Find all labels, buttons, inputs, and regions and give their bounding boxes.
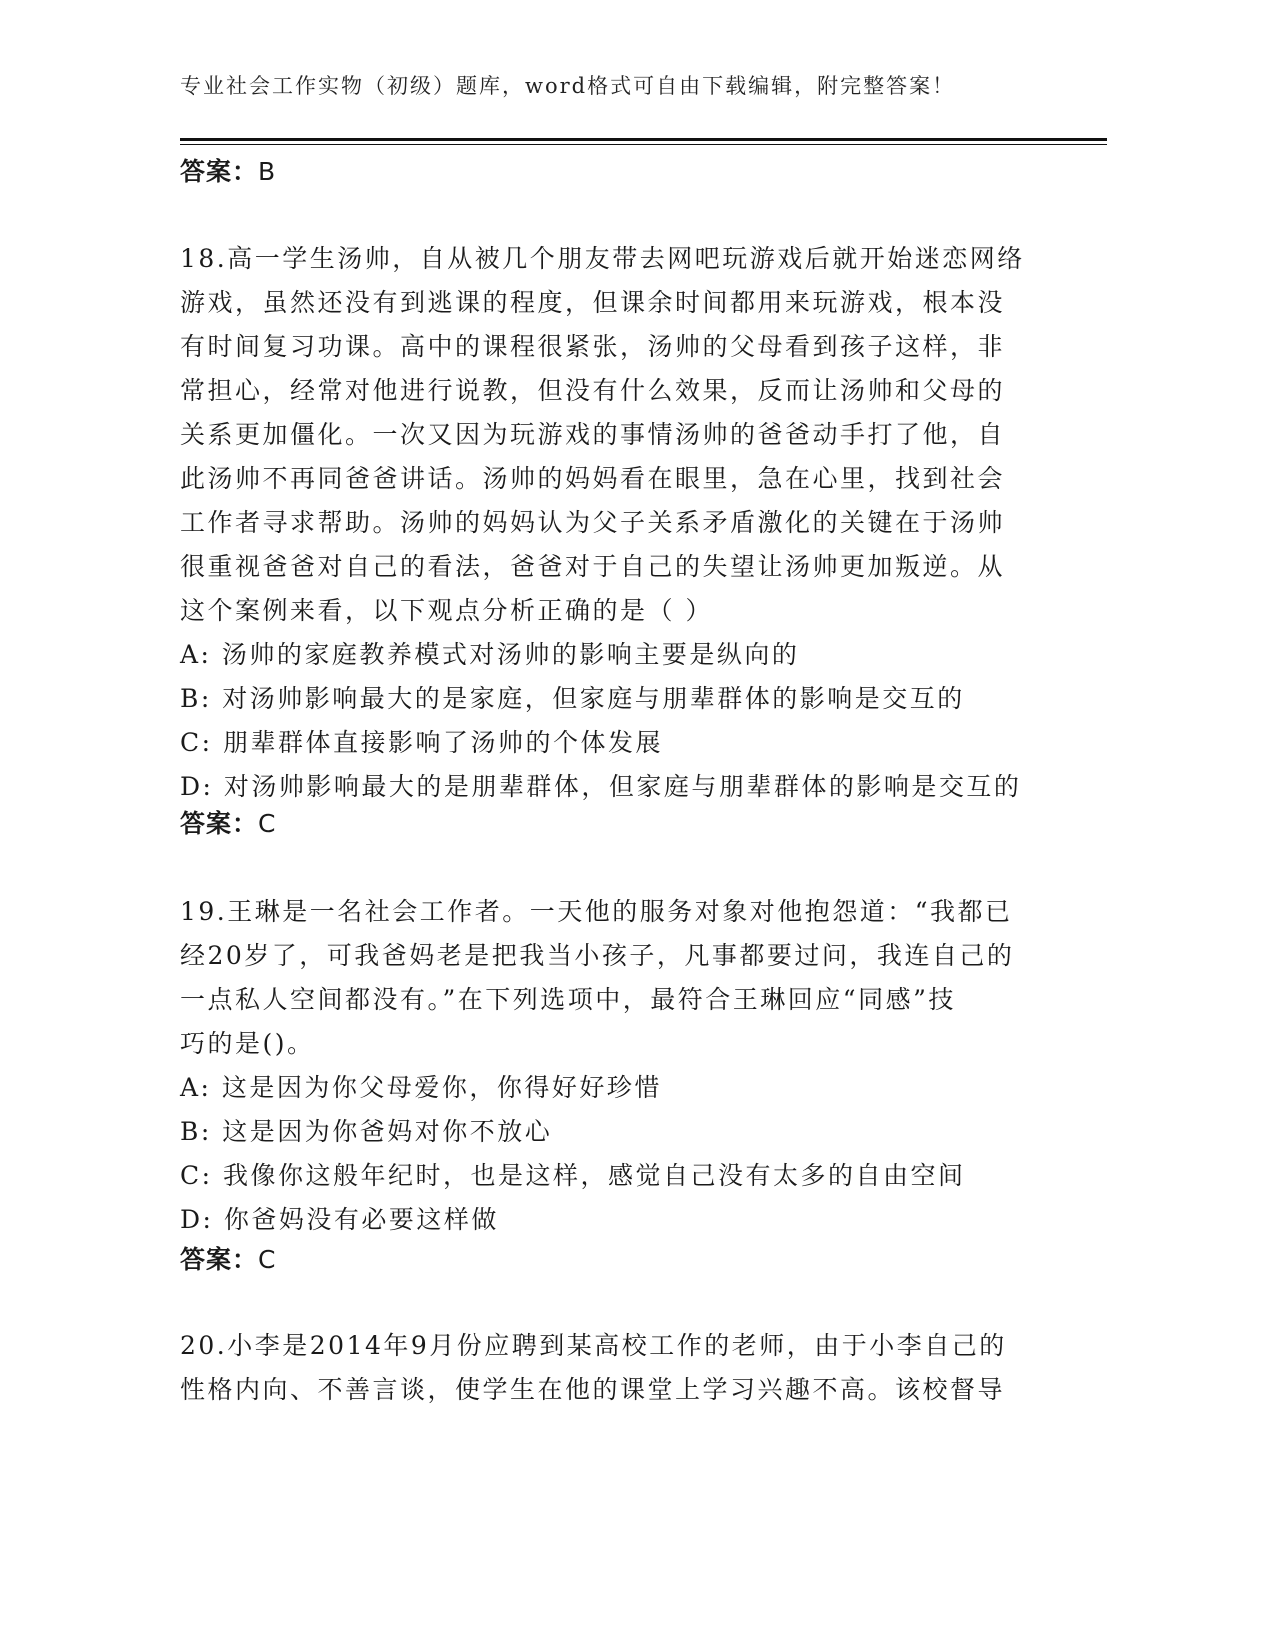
question-text-line: 20.小李是2014年9月份应聘到某高校工作的老师，由于小李自己的 bbox=[180, 1331, 1007, 1360]
question-text-line: 关系更加僵化。一次又因为玩游戏的事情汤帅的爸爸动手打了他，自 bbox=[180, 420, 1006, 449]
question-20 bbox=[180, 1324, 1040, 1412]
question-text-line: 常担心，经常对他进行说教，但没有什么效果，反而让汤帅和父母的 bbox=[180, 376, 1006, 405]
answer-label: 答案： bbox=[180, 1245, 259, 1274]
question-text-line: 19.王琳是一名社会工作者。一天他的服务对象对他抱怨道：“我都已 bbox=[180, 897, 1013, 926]
answer-value: C bbox=[258, 809, 277, 838]
question-text-line: 游戏，虽然还没有到逃课的程度，但课余时间都用来玩游戏，根本没 bbox=[180, 288, 1006, 317]
answer-label: 答案： bbox=[180, 809, 259, 838]
option-b: B: 这是因为你爸妈对你不放心 bbox=[180, 1117, 553, 1146]
option-a: A: 汤帅的家庭教养模式对汤帅的影响主要是纵向的 bbox=[180, 640, 800, 669]
question-text-line: 18.高一学生汤帅，自从被几个朋友带去网吧玩游戏后就开始迷恋网络 bbox=[180, 244, 1025, 273]
option-d: D: 对汤帅影响最大的是朋辈群体，但家庭与朋辈群体的影响是交互的 bbox=[180, 772, 1022, 801]
question-18 bbox=[180, 237, 1040, 809]
answer-value: B bbox=[258, 157, 277, 186]
question-19 bbox=[180, 890, 1040, 1242]
answer-18 bbox=[180, 809, 276, 839]
page-header: 专业社会工作实物（初级）题库，word格式可自由下载编辑，附完整答案！ bbox=[180, 74, 956, 98]
answer-prev bbox=[180, 157, 276, 187]
question-text-line: 性格内向、不善言谈，使学生在他的课堂上学习兴趣不高。该校督导 bbox=[180, 1375, 1006, 1404]
answer-19 bbox=[180, 1245, 276, 1275]
question-text-line: 此汤帅不再同爸爸讲话。汤帅的妈妈看在眼里，急在心里，找到社会 bbox=[180, 464, 1006, 493]
question-text-line: 有时间复习功课。高中的课程很紧张，汤帅的父母看到孩子这样，非 bbox=[180, 332, 1006, 361]
option-c: C: 朋辈群体直接影响了汤帅的个体发展 bbox=[180, 728, 663, 757]
answer-label: 答案： bbox=[180, 157, 259, 186]
question-text-line: 工作者寻求帮助。汤帅的妈妈认为父子关系矛盾激化的关键在于汤帅 bbox=[180, 508, 1006, 537]
question-text-line: 很重视爸爸对自己的看法，爸爸对于自己的失望让汤帅更加叛逆。从 bbox=[180, 552, 1006, 581]
option-c: C: 我像你这般年纪时，也是这样，感觉自己没有太多的自由空间 bbox=[180, 1161, 966, 1190]
question-text-line: 经20岁了，可我爸妈老是把我当小孩子，凡事都要过问，我连自己的 bbox=[180, 941, 1015, 970]
option-b: B: 对汤帅影响最大的是家庭，但家庭与朋辈群体的影响是交互的 bbox=[180, 684, 965, 713]
option-d: D: 你爸妈没有必要这样做 bbox=[180, 1205, 499, 1234]
header-rule-thick bbox=[180, 138, 1107, 141]
question-text-line: 这个案例来看，以下观点分析正确的是（ ） bbox=[180, 596, 713, 625]
header-rule-thin bbox=[180, 144, 1107, 145]
question-text-line: 巧的是()。 bbox=[180, 1029, 315, 1058]
answer-value: C bbox=[258, 1245, 277, 1274]
option-a: A: 这是因为你父母爱你，你得好好珍惜 bbox=[180, 1073, 662, 1102]
question-text-line: 一点私人空间都没有。”在下列选项中，最符合王琳回应“同感”技 bbox=[180, 985, 956, 1014]
